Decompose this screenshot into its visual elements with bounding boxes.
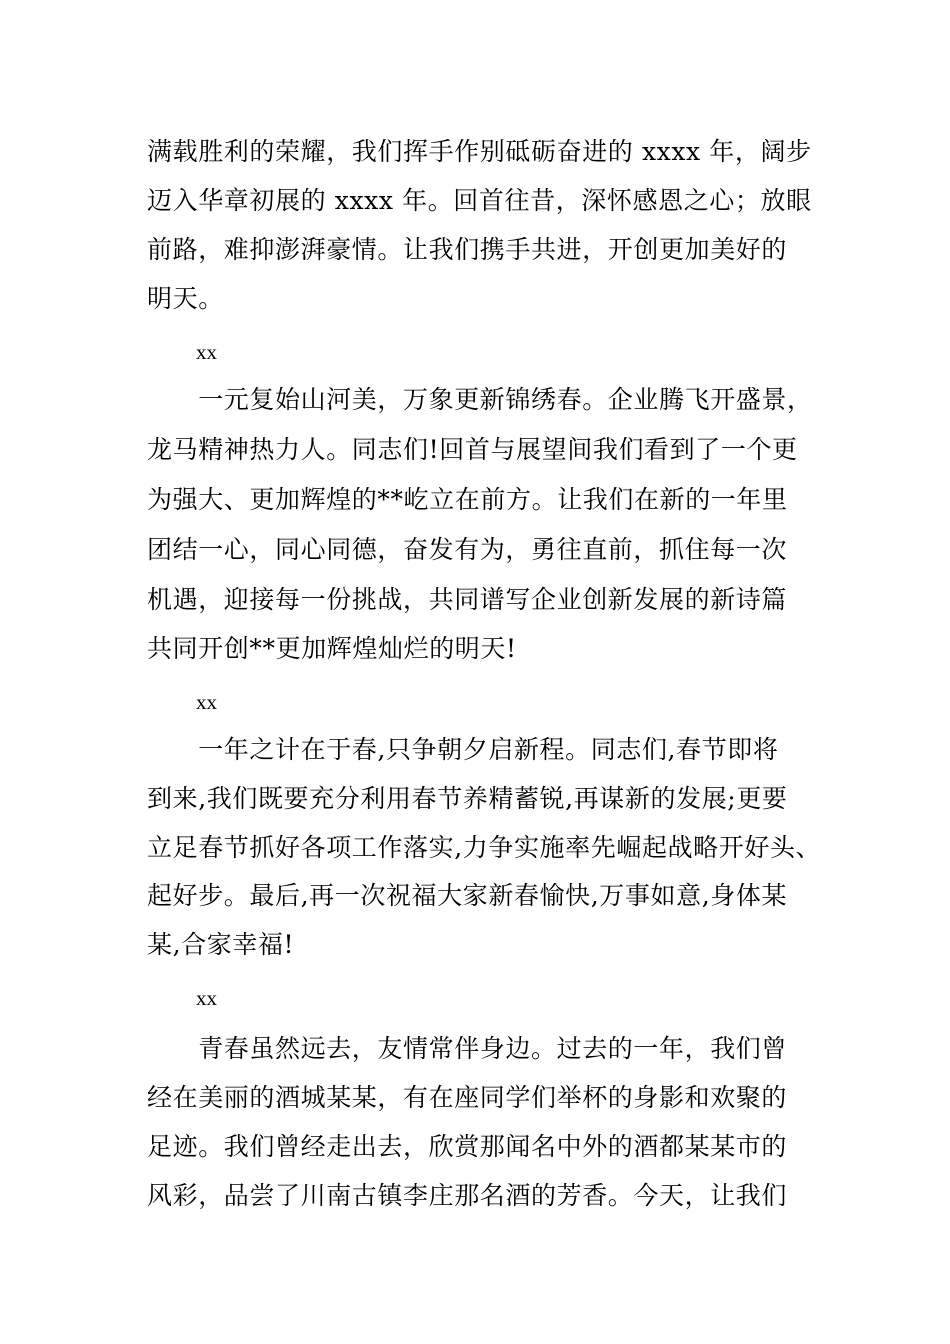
text-line: 起好步。最后,再一次祝福大家新春愉快,万事如意,身体某 [147, 881, 788, 910]
text-line: 到来,我们既要充分利用春节养精蓄锐,再谋新的发展;更要 [147, 784, 788, 813]
text-line: 明天。 [147, 284, 224, 313]
text-line: 共同开创**更加辉煌灿烂的明天! [147, 634, 517, 663]
text-line: 青春虽然远去，友情常伴身边。过去的一年，我们曾 [147, 1034, 788, 1063]
text-line: 立足春节抓好各项工作落实,力争实施率先崛起战略开好头、 [147, 833, 822, 862]
text-line: 一年之计在于春,只争朝夕启新程。同志们,春节即将 [147, 735, 779, 764]
text-line: 某,合家幸福! [147, 930, 295, 959]
text-line: 足迹。我们曾经走出去，欣赏那闻名中外的酒都某某市的 [147, 1132, 788, 1161]
section-signature: xx [196, 340, 217, 364]
text-line: 前路，难抑澎湃豪情。让我们携手共进，开创更加美好的 [147, 235, 788, 264]
section-signature: xx [196, 690, 217, 714]
text-line: 机遇，迎接每一份挑战，共同谱写企业创新发展的新诗篇 [147, 585, 788, 614]
text-line: 迈入华章初展的 xxxx 年。回首往昔，深怀感恩之心；放眼 [147, 186, 812, 215]
text-line: 龙马精神热力人。同志们!回首与展望间我们看到了一个更 [147, 435, 798, 464]
text-line: 经在美丽的酒城某某，有在座同学们举杯的身影和欢聚的 [147, 1083, 788, 1112]
text-line: 满载胜利的荣耀，我们挥手作别砥砺奋进的 xxxx 年，阔步 [147, 137, 812, 166]
text-line: 为强大、更加辉煌的**屹立在前方。让我们在新的一年里 [147, 485, 788, 514]
text-line: 一元复始山河美，万象更新锦绣春。企业腾飞开盛景， [147, 385, 813, 414]
section-signature: xx [196, 986, 217, 1010]
text-line: 团结一心，同心同德，奋发有为，勇往直前，抓住每一次 [147, 535, 788, 564]
text-line: 风彩，品尝了川南古镇李庄那名酒的芳香。今天，让我们 [147, 1181, 788, 1210]
